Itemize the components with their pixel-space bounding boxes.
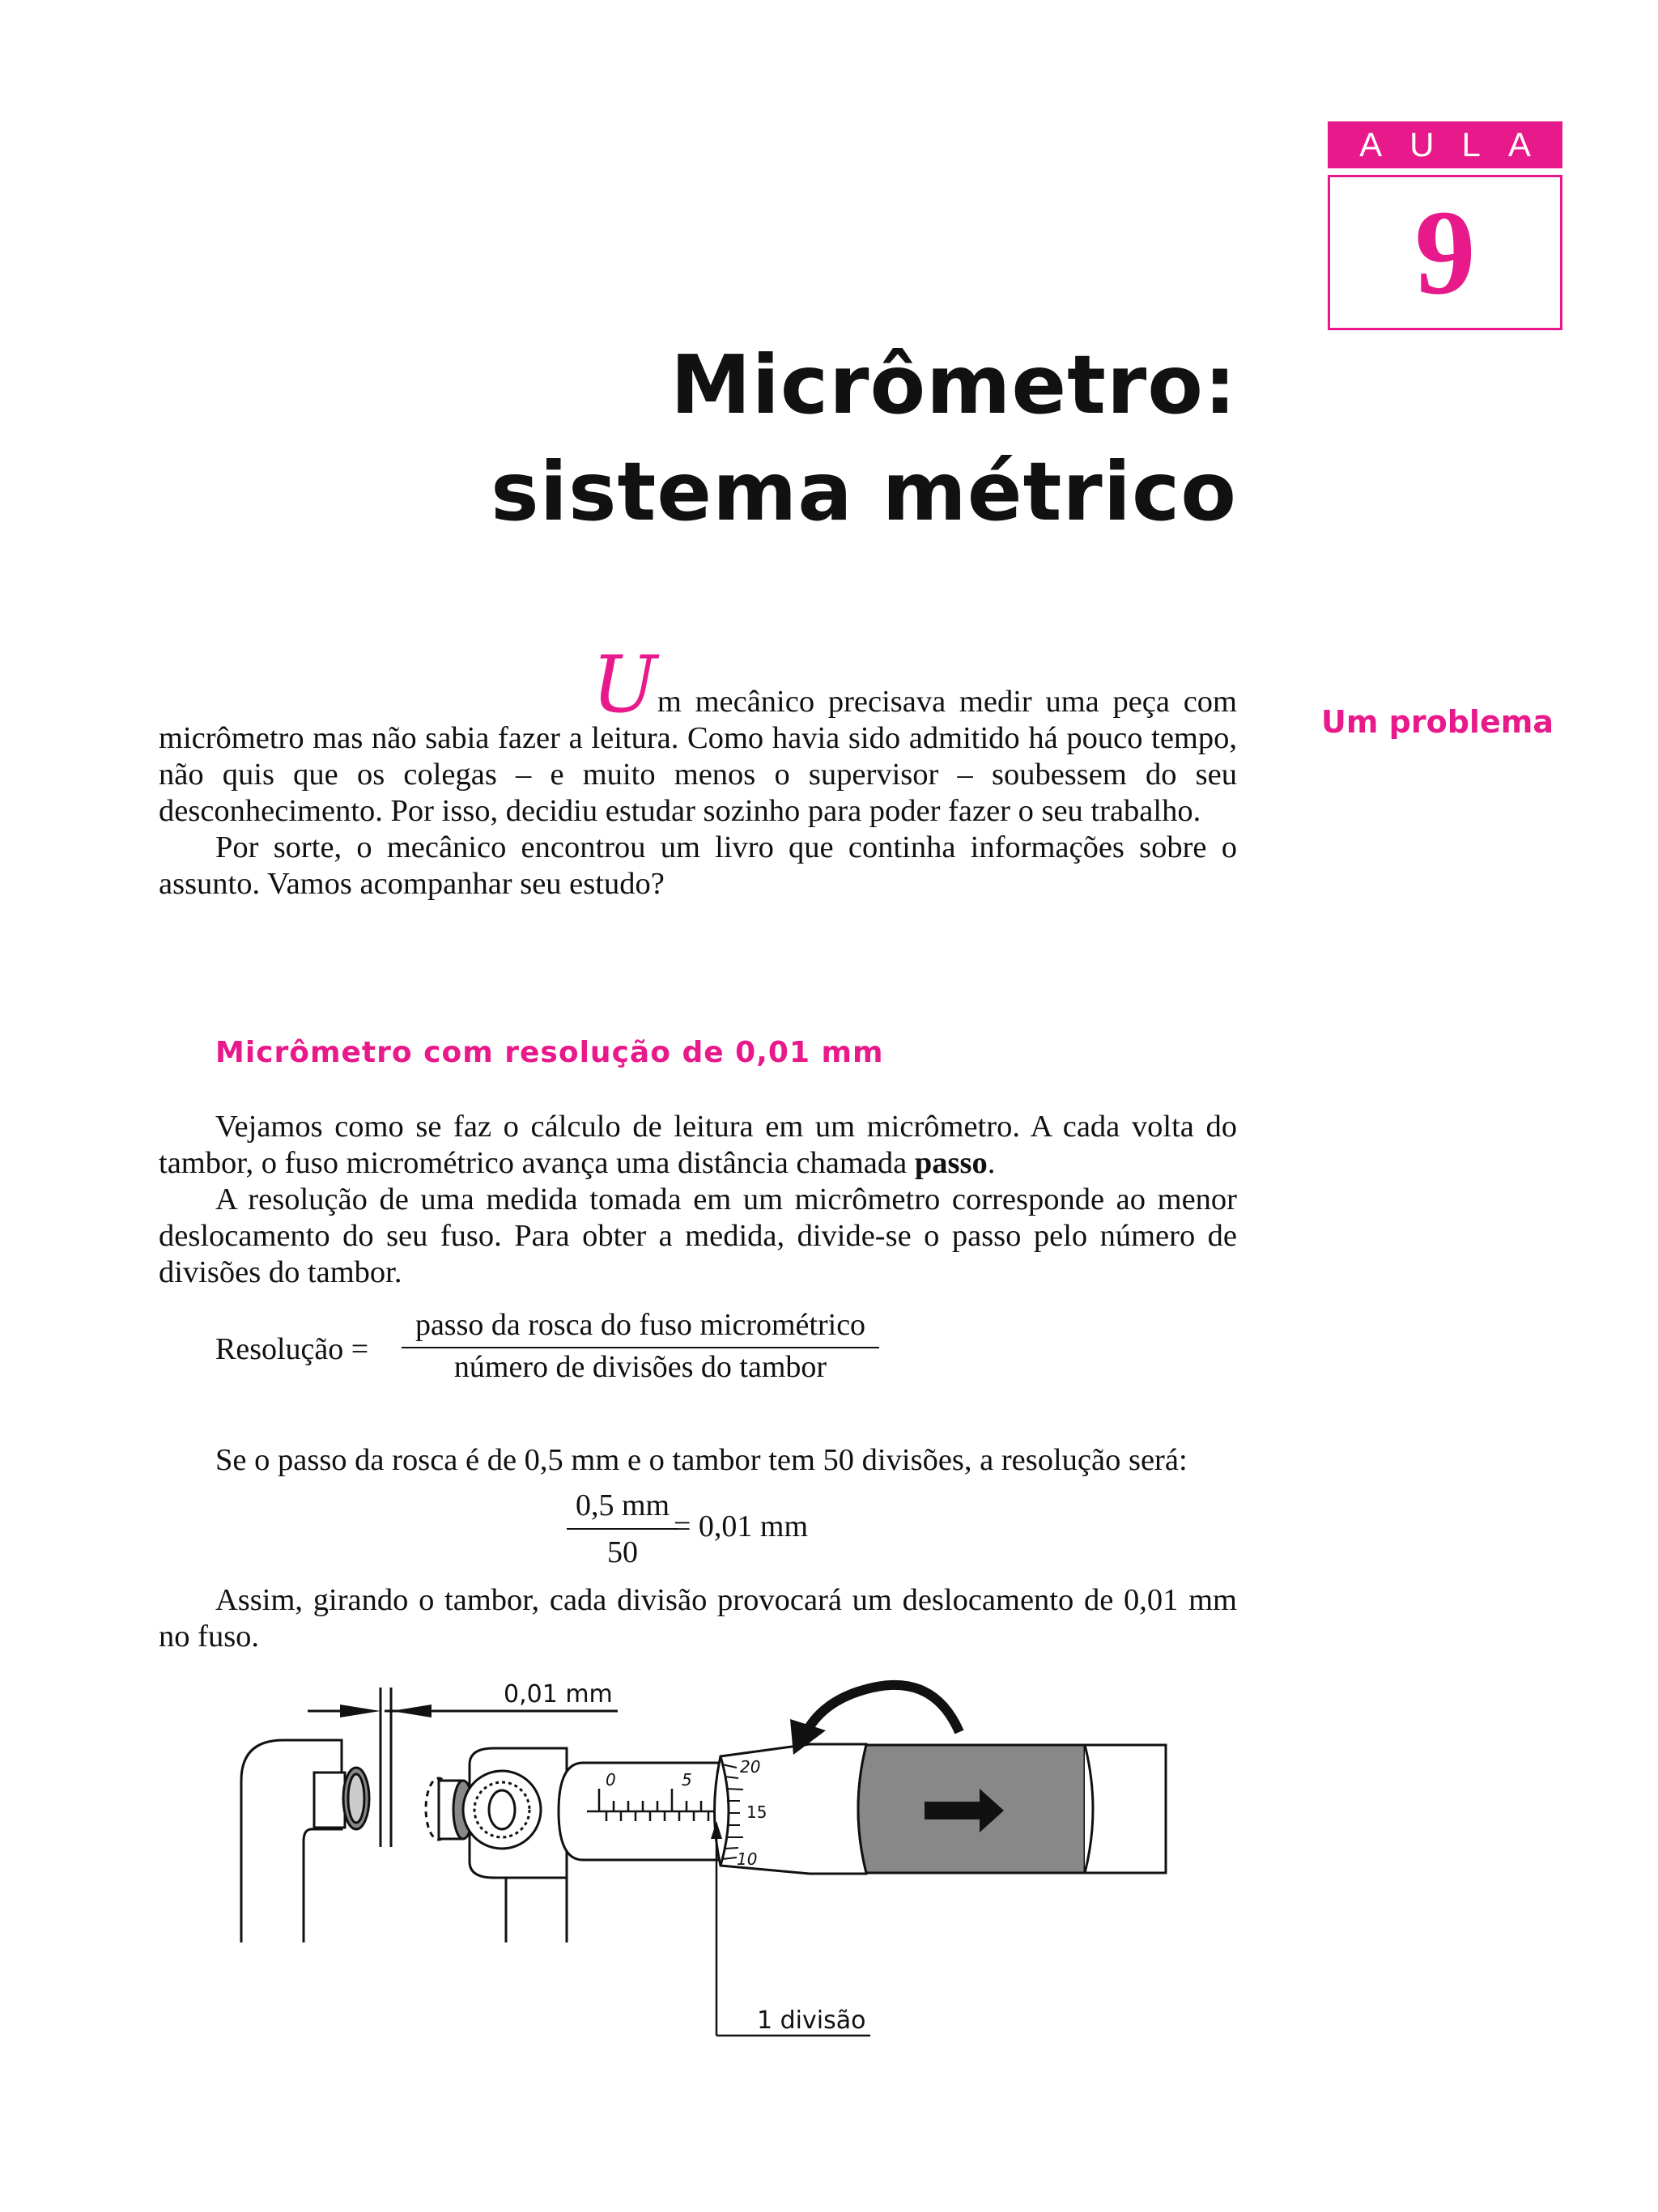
example-text (159, 1442, 1237, 1479)
example-result: = 0,01 mm (674, 1509, 809, 1543)
section-paragraph-1-end: . (987, 1146, 996, 1180)
thimble-number-20: 20 (740, 1757, 761, 1777)
formula-label: Resolução = (215, 1332, 369, 1366)
sleeve-number-0: 0 (606, 1770, 616, 1790)
fraction-bar (567, 1528, 678, 1530)
rotation-arrow-curve (806, 1685, 959, 1732)
lesson-label: AULA (1328, 121, 1562, 168)
section-paragraph-2: A resolução de uma medida tomada em um micrômetro corresponde ao menor deslocamento do seu fuso. Para obter a medida, divide-se o passo pelo número de divisões do tambor. (159, 1182, 1237, 1289)
dimension-arrow-right (391, 1705, 432, 1717)
title-line-1: Micrômetro: (670, 338, 1237, 432)
lesson-number: 9 (1328, 175, 1562, 330)
sleeve-number-5: 5 (682, 1770, 692, 1790)
thimble-number-15: 15 (746, 1802, 767, 1822)
example-denominator: 50 (607, 1535, 638, 1569)
conclusion-paragraph: Assim, girando o tambor, cada divisão provocará um deslocamento de 0,01 mm no fuso. (159, 1583, 1237, 1654)
intro-text (159, 639, 1237, 902)
example-numerator: 0,5 mm (575, 1488, 670, 1522)
conclusion-text (159, 1582, 1237, 1655)
lock-nut-inner (489, 1790, 515, 1829)
section-heading: Micrômetro com resolução de 0,01 mm (215, 1036, 884, 1069)
anvil-face-inner (348, 1774, 364, 1823)
intro-paragraph-1-text: m mecânico precisava medir uma peça com micrômetro mas não sabia fazer a leitura. Como havia sido admitido há pouco tempo, não quis que os colegas – e muito menos o supervisor – soubessem do seu desconhecimento. Por isso, decidiu estudar sozinho para poder fazer o seu trabalho. (159, 685, 1237, 828)
label-0-01-mm: 0,01 mm (504, 1680, 613, 1709)
frame (241, 1740, 342, 1942)
section-paragraph-1-text: Vejamos como se faz o cálculo de leitura em um micrômetro. A cada volta do tambor, o fuso micrométrico avança uma distância chamada (159, 1110, 1237, 1180)
intro-paragraph-1 (159, 639, 1237, 830)
example-formula (567, 1488, 891, 1577)
anvil (314, 1773, 345, 1828)
resolution-formula (215, 1307, 887, 1388)
formula-denominator: número de divisões do tambor (453, 1350, 827, 1384)
formula-numerator: passo da rosca do fuso micrométrico (414, 1308, 866, 1342)
section-text (159, 1109, 1237, 1291)
lesson-badge (1328, 121, 1562, 328)
example-paragraph: Se o passo da rosca é de 0,5 mm e o tambor tem 50 divisões, a resolução será: (215, 1443, 1188, 1477)
thimble-number-10: 10 (737, 1849, 758, 1869)
intro-paragraph-2: Por sorte, o mecânico encontrou um livro que continha informações sobre o assunto. Vamos acompanhar seu estudo? (159, 830, 1237, 901)
label-1-divisao: 1 divisão (757, 2006, 866, 2035)
fraction-bar (402, 1347, 879, 1348)
page-title (491, 332, 1237, 546)
side-heading: Um problema (1321, 704, 1554, 740)
term-passo: passo (914, 1146, 988, 1180)
direction-arrow-shaft (925, 1802, 981, 1819)
drop-cap: U (592, 639, 657, 730)
title-line-2: sistema métrico (491, 444, 1237, 539)
section-paragraph-1 (159, 1109, 1237, 1182)
micrometer-figure (227, 1667, 1198, 2056)
